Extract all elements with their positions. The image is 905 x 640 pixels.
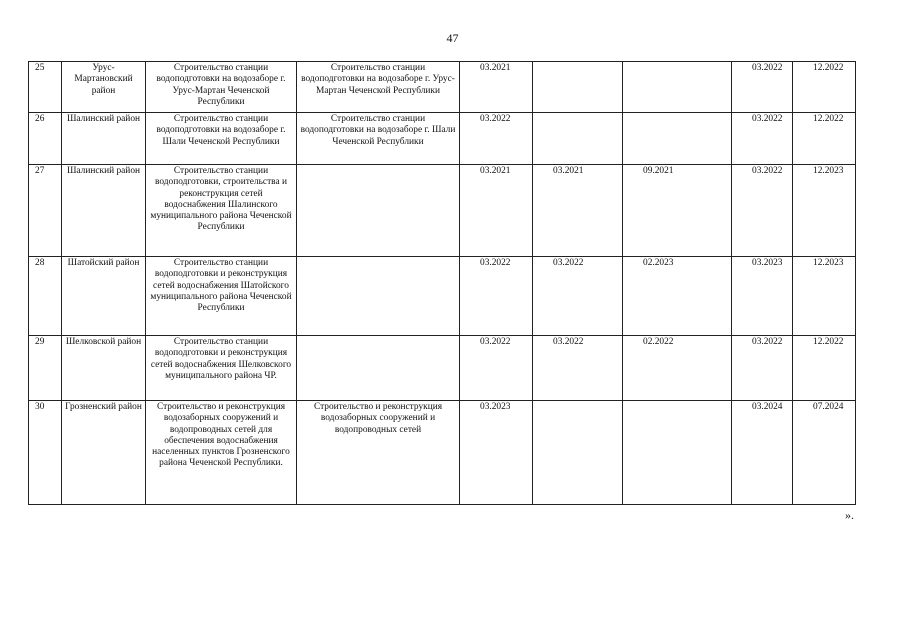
- date-cell: 03.2024: [732, 401, 793, 505]
- works-cell: Строительство и реконструкция водозаборных сооружений и водопроводных сетей: [297, 401, 460, 505]
- date-cell: 03.2022: [732, 113, 793, 165]
- table-row: [29, 401, 856, 505]
- table-row: [29, 113, 856, 165]
- district-cell: Урус-Мартановский район: [62, 62, 146, 113]
- date-cell: 12.2022: [793, 113, 856, 165]
- row-number: 26: [29, 113, 62, 165]
- works-cell: Строительство станции водоподготовки на водозаборе г. Урус-Мартан Чеченской Республики: [297, 62, 460, 113]
- date-cell: [533, 401, 623, 505]
- row-number: 25: [29, 62, 62, 113]
- object-cell: Строительство станции водоподготовки и реконструкция сетей водоснабжения Шелковского муниципального района ЧР.: [146, 336, 297, 401]
- district-cell: Шалинский район: [62, 165, 146, 257]
- date-cell: 12.2023: [793, 165, 856, 257]
- date-cell: [533, 62, 623, 113]
- date-cell: 02.2022: [623, 336, 732, 401]
- date-cell: 03.2022: [533, 257, 623, 336]
- table-row: [29, 336, 856, 401]
- date-cell: 12.2022: [793, 62, 856, 113]
- works-cell: [297, 257, 460, 336]
- date-cell: [623, 401, 732, 505]
- works-cell: [297, 336, 460, 401]
- date-cell: 03.2022: [732, 165, 793, 257]
- date-cell: 03.2023: [732, 257, 793, 336]
- district-cell: Шелковской район: [62, 336, 146, 401]
- table-row: [29, 165, 856, 257]
- date-cell: 03.2022: [732, 336, 793, 401]
- row-number: 29: [29, 336, 62, 401]
- date-cell: 03.2022: [460, 113, 533, 165]
- page-number: 47: [446, 31, 459, 45]
- closing-quote-mark: ».: [845, 508, 854, 522]
- table-row: [29, 62, 856, 113]
- date-cell: 07.2024: [793, 401, 856, 505]
- row-number: 28: [29, 257, 62, 336]
- date-cell: 03.2022: [460, 257, 533, 336]
- date-cell: 03.2021: [460, 62, 533, 113]
- date-cell: [623, 62, 732, 113]
- date-cell: [623, 113, 732, 165]
- district-cell: Шалинский район: [62, 113, 146, 165]
- district-cell: Шатойский район: [62, 257, 146, 336]
- date-cell: 03.2022: [732, 62, 793, 113]
- object-cell: Строительство станции водоподготовки, строительства и реконструкция сетей водоснабжения Шалинского муниципального района Чеченской Республики: [146, 165, 297, 257]
- row-number: 27: [29, 165, 62, 257]
- date-cell: [533, 113, 623, 165]
- date-cell: 03.2022: [460, 336, 533, 401]
- works-cell: Строительство станции водоподготовки на водозаборе г. Шали Чеченской Республики: [297, 113, 460, 165]
- date-cell: 02.2023: [623, 257, 732, 336]
- table-row: [29, 257, 856, 336]
- date-cell: 12.2022: [793, 336, 856, 401]
- works-cell: [297, 165, 460, 257]
- date-cell: 12.2023: [793, 257, 856, 336]
- row-number: 30: [29, 401, 62, 505]
- date-cell: 03.2021: [460, 165, 533, 257]
- program-table: [28, 61, 856, 505]
- date-cell: 03.2021: [533, 165, 623, 257]
- object-cell: Строительство станции водоподготовки и реконструкция сетей водоснабжения Шатойского муниципального района Чеченской Республики: [146, 257, 297, 336]
- object-cell: Строительство станции водоподготовки на водозаборе г. Шали Чеченской Республики: [146, 113, 297, 165]
- date-cell: 09.2021: [623, 165, 732, 257]
- object-cell: Строительство станции водоподготовки на водозаборе г. Урус-Мартан Чеченской Республики: [146, 62, 297, 113]
- object-cell: Строительство и реконструкция водозаборных сооружений и водопроводных сетей для обеспечения водоснабжения населенных пунктов Грозненского района Чеченской Республики.: [146, 401, 297, 505]
- date-cell: 03.2023: [460, 401, 533, 505]
- date-cell: 03.2022: [533, 336, 623, 401]
- district-cell: Грозненский район: [62, 401, 146, 505]
